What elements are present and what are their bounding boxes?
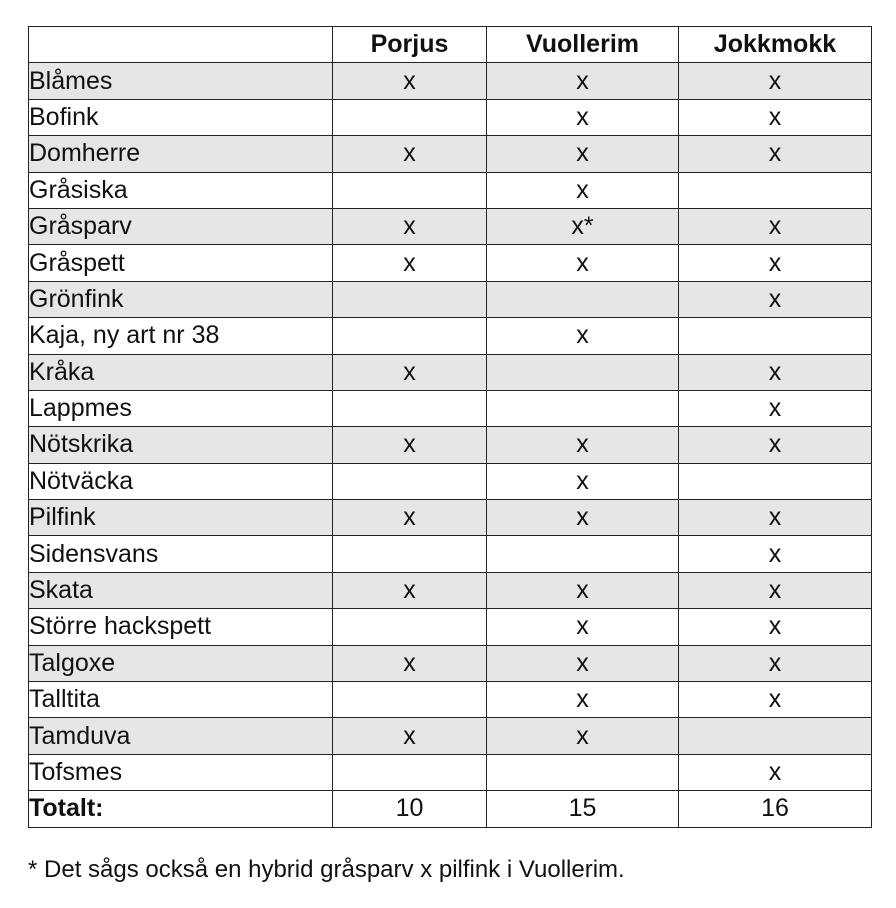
species-name: Nötskrika bbox=[29, 427, 333, 463]
observation-mark bbox=[333, 536, 487, 572]
observation-mark bbox=[679, 463, 872, 499]
header-porjus: Porjus bbox=[333, 27, 487, 63]
bird-species-table bbox=[28, 26, 872, 828]
observation-mark bbox=[333, 281, 487, 317]
observation-mark bbox=[333, 754, 487, 790]
observation-mark: x bbox=[679, 63, 872, 99]
observation-mark: x bbox=[679, 208, 872, 244]
table-row bbox=[29, 718, 872, 754]
species-name: Talgoxe bbox=[29, 645, 333, 681]
species-name: Kaja, ny art nr 38 bbox=[29, 318, 333, 354]
observation-mark: x bbox=[487, 63, 679, 99]
observation-mark: x bbox=[333, 718, 487, 754]
observation-mark: x bbox=[487, 245, 679, 281]
table-row bbox=[29, 136, 872, 172]
table-row bbox=[29, 245, 872, 281]
table-row bbox=[29, 172, 872, 208]
observation-mark bbox=[487, 354, 679, 390]
footnote: * Det sågs också en hybrid gråsparv x pilfink i Vuollerim. bbox=[28, 856, 625, 883]
observation-mark: x bbox=[679, 99, 872, 135]
table-row bbox=[29, 682, 872, 718]
header-blank-cell bbox=[29, 27, 333, 63]
observation-mark: x bbox=[487, 99, 679, 135]
observation-mark: x bbox=[679, 390, 872, 426]
species-name: Större hackspett bbox=[29, 609, 333, 645]
table-row bbox=[29, 318, 872, 354]
species-name: Kråka bbox=[29, 354, 333, 390]
header-row bbox=[29, 27, 872, 63]
observation-mark bbox=[333, 682, 487, 718]
species-name: Domherre bbox=[29, 136, 333, 172]
observation-mark bbox=[333, 390, 487, 426]
observation-mark bbox=[679, 172, 872, 208]
observation-mark: x bbox=[679, 682, 872, 718]
observation-mark bbox=[679, 318, 872, 354]
species-name: Lappmes bbox=[29, 390, 333, 426]
table-row bbox=[29, 63, 872, 99]
table-row bbox=[29, 572, 872, 608]
observation-mark: x bbox=[333, 572, 487, 608]
observation-mark: x bbox=[333, 63, 487, 99]
species-name: Grönfink bbox=[29, 281, 333, 317]
species-name: Sidensvans bbox=[29, 536, 333, 572]
observation-mark: x bbox=[487, 682, 679, 718]
observation-mark: x bbox=[679, 245, 872, 281]
species-name: Tofsmes bbox=[29, 754, 333, 790]
total-value: 10 bbox=[333, 791, 487, 827]
observation-mark: x bbox=[679, 281, 872, 317]
table-row bbox=[29, 99, 872, 135]
observation-mark: x bbox=[487, 136, 679, 172]
observation-mark: x bbox=[333, 208, 487, 244]
species-name: Pilfink bbox=[29, 500, 333, 536]
observation-mark: x bbox=[679, 500, 872, 536]
observation-mark bbox=[333, 99, 487, 135]
observation-mark: x bbox=[679, 136, 872, 172]
observation-mark bbox=[487, 390, 679, 426]
table-row bbox=[29, 354, 872, 390]
species-name: Tamduva bbox=[29, 718, 333, 754]
species-name: Blåmes bbox=[29, 63, 333, 99]
observation-mark: x bbox=[487, 572, 679, 608]
observation-mark: x bbox=[333, 245, 487, 281]
observation-mark bbox=[333, 463, 487, 499]
table-row bbox=[29, 463, 872, 499]
observation-mark: x bbox=[487, 427, 679, 463]
table-row bbox=[29, 536, 872, 572]
observation-mark: x bbox=[679, 427, 872, 463]
total-value: 15 bbox=[487, 791, 679, 827]
observation-mark: x bbox=[679, 572, 872, 608]
observation-mark: x bbox=[333, 500, 487, 536]
species-name: Gråsiska bbox=[29, 172, 333, 208]
table-row bbox=[29, 427, 872, 463]
species-name: Gråspett bbox=[29, 245, 333, 281]
table-row bbox=[29, 754, 872, 790]
observation-mark: x bbox=[679, 645, 872, 681]
observation-mark bbox=[679, 718, 872, 754]
observation-mark bbox=[487, 281, 679, 317]
observation-mark bbox=[333, 609, 487, 645]
observation-mark: x bbox=[487, 645, 679, 681]
species-name: Bofink bbox=[29, 99, 333, 135]
observation-mark: x bbox=[487, 718, 679, 754]
observation-mark: x bbox=[333, 427, 487, 463]
table-row bbox=[29, 208, 872, 244]
species-name: Gråsparv bbox=[29, 208, 333, 244]
species-name: Nötväcka bbox=[29, 463, 333, 499]
observation-mark: x bbox=[487, 463, 679, 499]
table-row bbox=[29, 390, 872, 426]
species-name: Skata bbox=[29, 572, 333, 608]
table-row bbox=[29, 609, 872, 645]
table-row bbox=[29, 500, 872, 536]
observation-mark bbox=[333, 172, 487, 208]
total-label: Totalt: bbox=[29, 791, 333, 827]
observation-mark: x bbox=[679, 536, 872, 572]
total-value: 16 bbox=[679, 791, 872, 827]
observation-mark: x bbox=[333, 136, 487, 172]
observation-mark bbox=[333, 318, 487, 354]
observation-mark: x bbox=[487, 609, 679, 645]
observation-mark: x bbox=[679, 754, 872, 790]
observation-mark: x bbox=[679, 354, 872, 390]
table-row bbox=[29, 645, 872, 681]
species-name: Talltita bbox=[29, 682, 333, 718]
observation-mark bbox=[487, 536, 679, 572]
table-row bbox=[29, 281, 872, 317]
header-vuollerim: Vuollerim bbox=[487, 27, 679, 63]
observation-mark: x bbox=[487, 500, 679, 536]
observation-mark: x bbox=[333, 645, 487, 681]
observation-mark bbox=[487, 754, 679, 790]
observation-mark: x bbox=[679, 609, 872, 645]
header-jokkmokk: Jokkmokk bbox=[679, 27, 872, 63]
observation-mark: x bbox=[333, 354, 487, 390]
observation-mark: x bbox=[487, 318, 679, 354]
observation-mark: x bbox=[487, 172, 679, 208]
observation-mark: x* bbox=[487, 208, 679, 244]
total-row bbox=[29, 791, 872, 827]
